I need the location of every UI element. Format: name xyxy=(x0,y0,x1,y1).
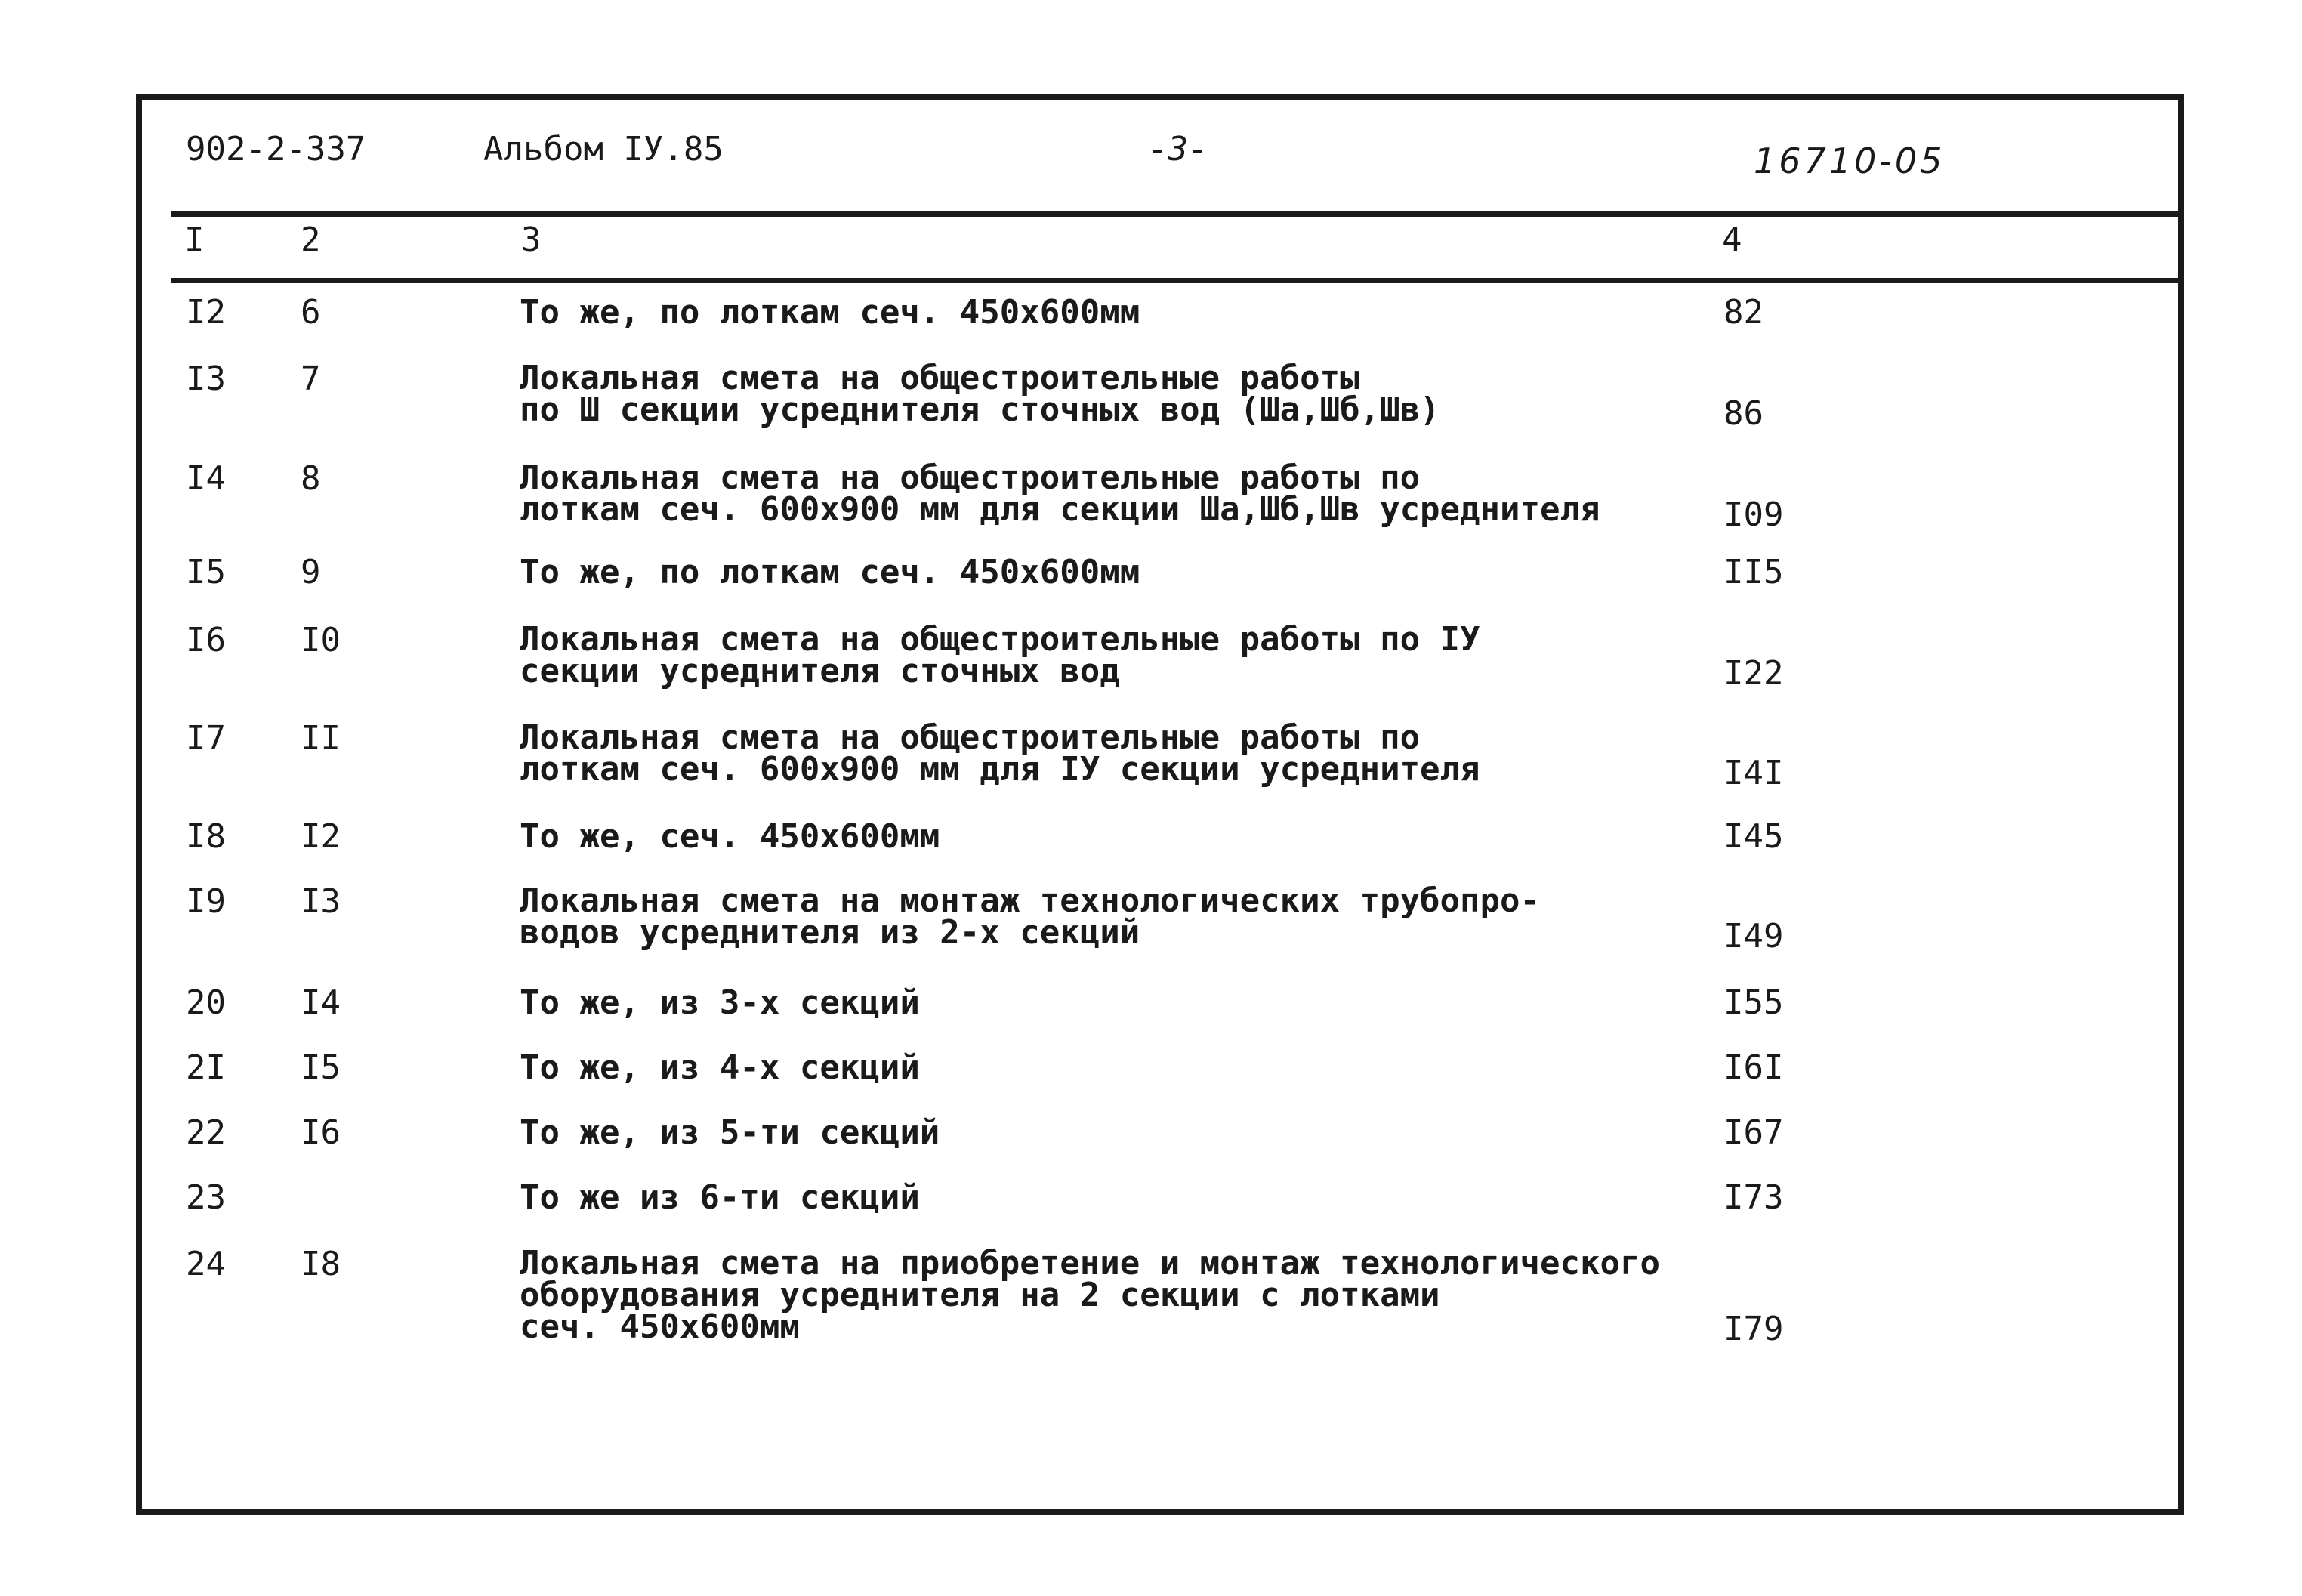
row-estimate-number: II xyxy=(301,719,341,758)
column-header-1: I xyxy=(184,221,205,259)
row-estimate-number: I2 xyxy=(301,817,341,856)
row-page: I09 xyxy=(1723,495,1784,534)
row-number: I7 xyxy=(186,719,226,758)
row-page: I45 xyxy=(1723,817,1784,856)
row-description: То же из 6-ти секций xyxy=(520,1178,920,1217)
row-number: I6 xyxy=(186,621,226,659)
header-rule-top xyxy=(171,211,2180,217)
row-description: Локальная смета на общестроительные работы по лоткам сеч. 600x900 мм для IУ секции усреднителя xyxy=(520,718,1480,789)
header-rule-bottom xyxy=(171,278,2180,283)
handwritten-stamp: 16710-05 xyxy=(1754,140,1946,181)
row-estimate-number: 8 xyxy=(301,459,321,498)
row-page: I79 xyxy=(1723,1310,1784,1348)
row-estimate-number: I8 xyxy=(301,1245,341,1283)
row-number: I3 xyxy=(186,360,226,398)
album-title: Альбом IУ.85 xyxy=(483,130,724,168)
row-page: II5 xyxy=(1723,553,1784,591)
row-estimate-number: I4 xyxy=(301,983,341,1022)
row-page: I6I xyxy=(1723,1048,1784,1087)
row-number: I9 xyxy=(186,882,226,921)
row-number: I4 xyxy=(186,459,226,498)
row-estimate-number: 6 xyxy=(301,293,321,332)
row-description: То же, из 3-х секций xyxy=(520,983,920,1022)
row-description: Локальная смета на общестроительные работы по IУ секции усреднителя сточных вод xyxy=(520,620,1480,690)
row-page: I55 xyxy=(1723,983,1784,1022)
row-page: 82 xyxy=(1723,293,1764,332)
row-description: Локальная смета на приобретение и монтаж технологического оборудования усреднителя на 2 секции с лотками сеч. 450x600мм xyxy=(520,1244,1660,1346)
row-page: I49 xyxy=(1723,917,1784,955)
row-description: То же, из 5-ти секций xyxy=(520,1113,940,1152)
row-page: I67 xyxy=(1723,1113,1784,1152)
page-number: -3- xyxy=(1148,130,1208,168)
row-description: Локальная смета на монтаж технологических трубопро- водов усреднителя из 2-х секций xyxy=(520,881,1541,952)
row-description: Локальная смета на общестроительные работы по Ш секции усреднителя сточных вод (Шa,Шб,Шв) xyxy=(520,359,1440,429)
row-number: I8 xyxy=(186,817,226,856)
row-description: То же, по лоткам сеч. 450x600мм xyxy=(520,553,1140,591)
row-page: 86 xyxy=(1723,394,1764,433)
row-number: I5 xyxy=(186,553,226,591)
row-estimate-number: 9 xyxy=(301,553,321,591)
row-estimate-number: I5 xyxy=(301,1048,341,1087)
row-description: Локальная смета на общестроительные работы по лоткам сеч. 600x900 мм для секции Шa,Шб,Шв усреднителя xyxy=(520,458,1600,529)
row-page: I22 xyxy=(1723,654,1784,693)
row-page: I73 xyxy=(1723,1178,1784,1217)
row-number: 20 xyxy=(186,983,226,1022)
column-header-2: 2 xyxy=(301,221,321,259)
row-description: То же, из 4-х секций xyxy=(520,1048,920,1087)
row-description: То же, по лоткам сеч. 450x600мм xyxy=(520,293,1140,332)
row-number: 24 xyxy=(186,1245,226,1283)
row-description: То же, сеч. 450x600мм xyxy=(520,817,940,856)
row-estimate-number: I0 xyxy=(301,621,341,659)
row-estimate-number: I6 xyxy=(301,1113,341,1152)
row-number: 23 xyxy=(186,1178,226,1217)
row-number: 22 xyxy=(186,1113,226,1152)
document-code: 902-2-337 xyxy=(186,130,366,168)
row-estimate-number: 7 xyxy=(301,360,321,398)
row-page: I4I xyxy=(1723,754,1784,792)
column-header-3: 3 xyxy=(521,221,542,259)
row-estimate-number: I3 xyxy=(301,882,341,921)
row-number: 2I xyxy=(186,1048,226,1087)
column-header-4: 4 xyxy=(1722,221,1742,259)
row-number: I2 xyxy=(186,293,226,332)
